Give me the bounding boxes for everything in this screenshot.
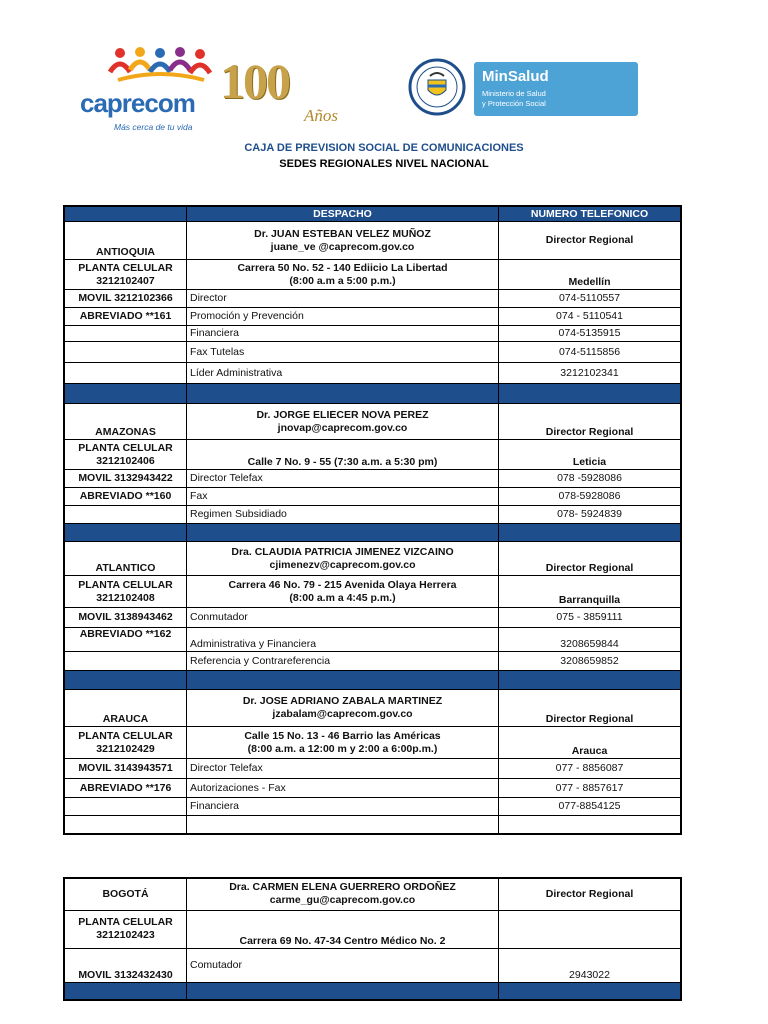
planta-label: PLANTA CELULAR [78,916,173,928]
empty-cell [499,816,682,834]
table-header-row [64,206,681,222]
header-blank-cell [64,206,187,222]
office-phone: 074-5115856 [499,342,682,363]
planta-number: 3212102406 [96,454,155,467]
ministry-name: MinSalud [482,68,549,85]
office-phone: 074 - 5110541 [499,308,682,326]
document-header [62,32,662,136]
office-phone: 3212102341 [499,363,682,384]
city-cell: Medellín [499,260,682,290]
office-name: Fax Tutelas [187,342,499,363]
separator-cell [64,384,187,404]
ministry-line-1: Ministerio de Salud [482,89,546,98]
anniversary-label: Años [304,106,338,125]
document-subtitle: SEDES REGIONALES NIVEL NACIONAL [279,158,489,170]
address: Calle 15 No. 13 - 46 Barrio las Américas [244,729,441,742]
separator-cell [187,982,499,1000]
table-row [64,910,681,948]
hours: (8:00 a.m. a 12:00 m y 2:00 a 6:00p.m.) [247,742,438,755]
header-telefono: NUMERO TELEFONICO [499,206,682,222]
movil-cell: MOVIL 3132943422 [64,470,187,488]
table-row [64,363,681,384]
table-row [64,342,681,363]
separator-cell [499,524,682,542]
office-name: Director Telefax [187,759,499,779]
region-name: ARAUCA [64,690,187,727]
table-row [64,440,681,470]
office-name: Financiera [187,798,499,816]
table-row [64,690,681,727]
hours: (8:00 a.m a 5:00 p.m.) [289,274,396,287]
separator-row [64,671,681,690]
planta-label: PLANTA CELULAR [78,441,173,454]
table-row [64,470,681,488]
abreviado-cell: ABREVIADO **160 [64,488,187,506]
abreviado-cell: ABREVIADO **161 [64,308,187,326]
empty-cell [64,798,187,816]
office-phone: 077 - 8856087 [499,759,682,779]
table-row [64,404,681,440]
separator-cell [64,671,187,690]
empty-cell [499,910,682,948]
office-phone: 074-5110557 [499,290,682,308]
director-cell [187,222,499,260]
table-row [64,488,681,506]
planta-cell [64,727,187,759]
role-cell: Director Regional [499,878,682,910]
table-row [64,326,681,342]
table-row [64,652,681,671]
abreviado-cell: ABREVIADO **162 [64,628,187,652]
address-cell [187,576,499,608]
address-cell [187,727,499,759]
movil-cell: MOVIL 3138943462 [64,608,187,628]
separator-cell [64,524,187,542]
region-name: ANTIOQUIA [64,222,187,260]
director-cell [187,690,499,727]
table-row [64,759,681,779]
role-cell: Director Regional [499,542,682,576]
separator-row [64,982,681,1000]
office-name: Fax [187,488,499,506]
separator-row [64,524,681,542]
anniversary-logo [220,52,356,132]
role-cell: Director Regional [499,222,682,260]
brand-tagline: Más cerca de tu vida [114,122,193,132]
office-name: Financiera [187,326,499,342]
empty-cell [64,326,187,342]
office-phone: 077-8854125 [499,798,682,816]
address-cell: Calle 7 No. 9 - 55 (7:30 a.m. a 5:30 pm) [187,440,499,470]
caprecom-logo [80,46,220,132]
movil-cell: MOVIL 3143943571 [64,759,187,779]
office-name: Líder Administrativa [187,363,499,384]
empty-cell [64,363,187,384]
regional-offices-table [63,205,682,835]
separator-cell [64,982,187,1000]
director-name: Dra. CARMEN ELENA GUERRERO ORDOÑEZ [229,881,456,894]
planta-label: PLANTA CELULAR [78,261,173,274]
separator-cell [187,384,499,404]
office-phone: 077 - 8857617 [499,779,682,798]
region-name: AMAZONAS [64,404,187,440]
planta-number: 3212102407 [96,274,155,287]
city-cell: Leticia [499,440,682,470]
city-cell: Arauca [499,727,682,759]
table-row [64,948,681,982]
abreviado-cell: ABREVIADO **176 [64,779,187,798]
separator-cell [499,384,682,404]
planta-cell [64,576,187,608]
office-phone: 078-5928086 [499,488,682,506]
table-row [64,290,681,308]
table-row [64,608,681,628]
table-row [64,628,681,652]
hours: (8:00 a.m a 4:45 p.m.) [289,591,396,604]
office-name: Autorizaciones - Fax [187,779,499,798]
office-name: Director Telefax [187,470,499,488]
office-phone: 078- 5924839 [499,506,682,524]
separator-cell [187,524,499,542]
table-row [64,222,681,260]
planta-cell [64,440,187,470]
address: Carrera 46 No. 79 - 215 Avenida Olaya Herrera [228,578,457,591]
ministry-line-2: y Protección Social [482,99,546,108]
table-row [64,727,681,759]
table-row [64,779,681,798]
director-name: Dra. CLAUDIA PATRICIA JIMENEZ VIZCAINO [231,545,454,558]
separator-row [64,384,681,404]
planta-cell [64,260,187,290]
director-cell [187,878,499,910]
empty-cell [64,342,187,363]
table-row [64,816,681,834]
table-row [64,308,681,326]
separator-cell [187,671,499,690]
director-email: jnovap@caprecom.gov.co [277,421,408,434]
office-phone: 075 - 3859111 [499,608,682,628]
brand-name: caprecom [80,88,195,118]
address-cell: Carrera 69 No. 47-34 Centro Médico No. 2 [187,910,499,948]
table-row [64,542,681,576]
header-despacho: DESPACHO [187,206,499,222]
planta-number: 3212102423 [96,929,155,941]
table-row [64,576,681,608]
movil-cell: MOVIL 3212102366 [64,290,187,308]
city-cell: Barranquilla [499,576,682,608]
director-email: jzabalam@caprecom.gov.co [272,708,413,720]
office-name: Administrativa y Financiera [187,628,499,652]
minsalud-logo [474,62,638,116]
empty-cell [64,506,187,524]
empty-cell [64,652,187,671]
role-cell: Director Regional [499,404,682,440]
planta-label: PLANTA CELULAR [78,578,173,591]
director-name: Dr. JORGE ELIECER NOVA PEREZ [256,408,429,421]
office-name: Director [187,290,499,308]
people-figures-icon [108,46,213,90]
table-row [64,798,681,816]
region-name: ATLANTICO [64,542,187,576]
office-phone: 3208659844 [499,628,682,652]
address: Carrera 50 No. 52 - 140 Ediicio La Libertad [237,261,448,274]
director-email: carme_gu@caprecom.gov.co [269,894,416,907]
office-phone: 3208659852 [499,652,682,671]
office-phone: 2943022 [499,948,682,982]
separator-cell [499,982,682,1000]
region-name: BOGOTÁ [64,878,187,910]
planta-number: 3212102429 [96,742,155,755]
address-cell [187,260,499,290]
planta-number: 3212102408 [96,591,155,604]
planta-label: PLANTA CELULAR [78,729,173,742]
director-name: Dr. JOSE ADRIANO ZABALA MARTINEZ [242,695,443,707]
empty-cell [187,816,499,834]
national-seal-icon [408,58,466,116]
office-name: Conmutador [187,608,499,628]
anniversary-number: 100 [220,53,289,109]
office-phone: 078 -5928086 [499,470,682,488]
office-name: Comutador [187,948,499,982]
director-name: Dr. JUAN ESTEBAN VELEZ MUÑOZ [254,227,431,240]
office-phone: 074-5135915 [499,326,682,342]
empty-cell [64,816,187,834]
office-name: Regimen Subsidiado [187,506,499,524]
table-row [64,260,681,290]
director-email: cjimenezv@caprecom.gov.co [269,558,416,571]
director-cell [187,404,499,440]
director-cell [187,542,499,576]
table-row [64,506,681,524]
movil-cell: MOVIL 3132432430 [64,948,187,982]
document-title: CAJA DE PREVISION SOCIAL DE COMUNICACIONES [244,142,524,154]
planta-cell [64,910,187,948]
office-name: Promoción y Prevención [187,308,499,326]
role-cell: Director Regional [499,690,682,727]
office-name: Referencia y Contrareferencia [187,652,499,671]
bogota-office-table [63,877,682,1001]
table-row [64,878,681,910]
director-email: juane_ve @caprecom.gov.co [270,240,415,253]
separator-cell [499,671,682,690]
